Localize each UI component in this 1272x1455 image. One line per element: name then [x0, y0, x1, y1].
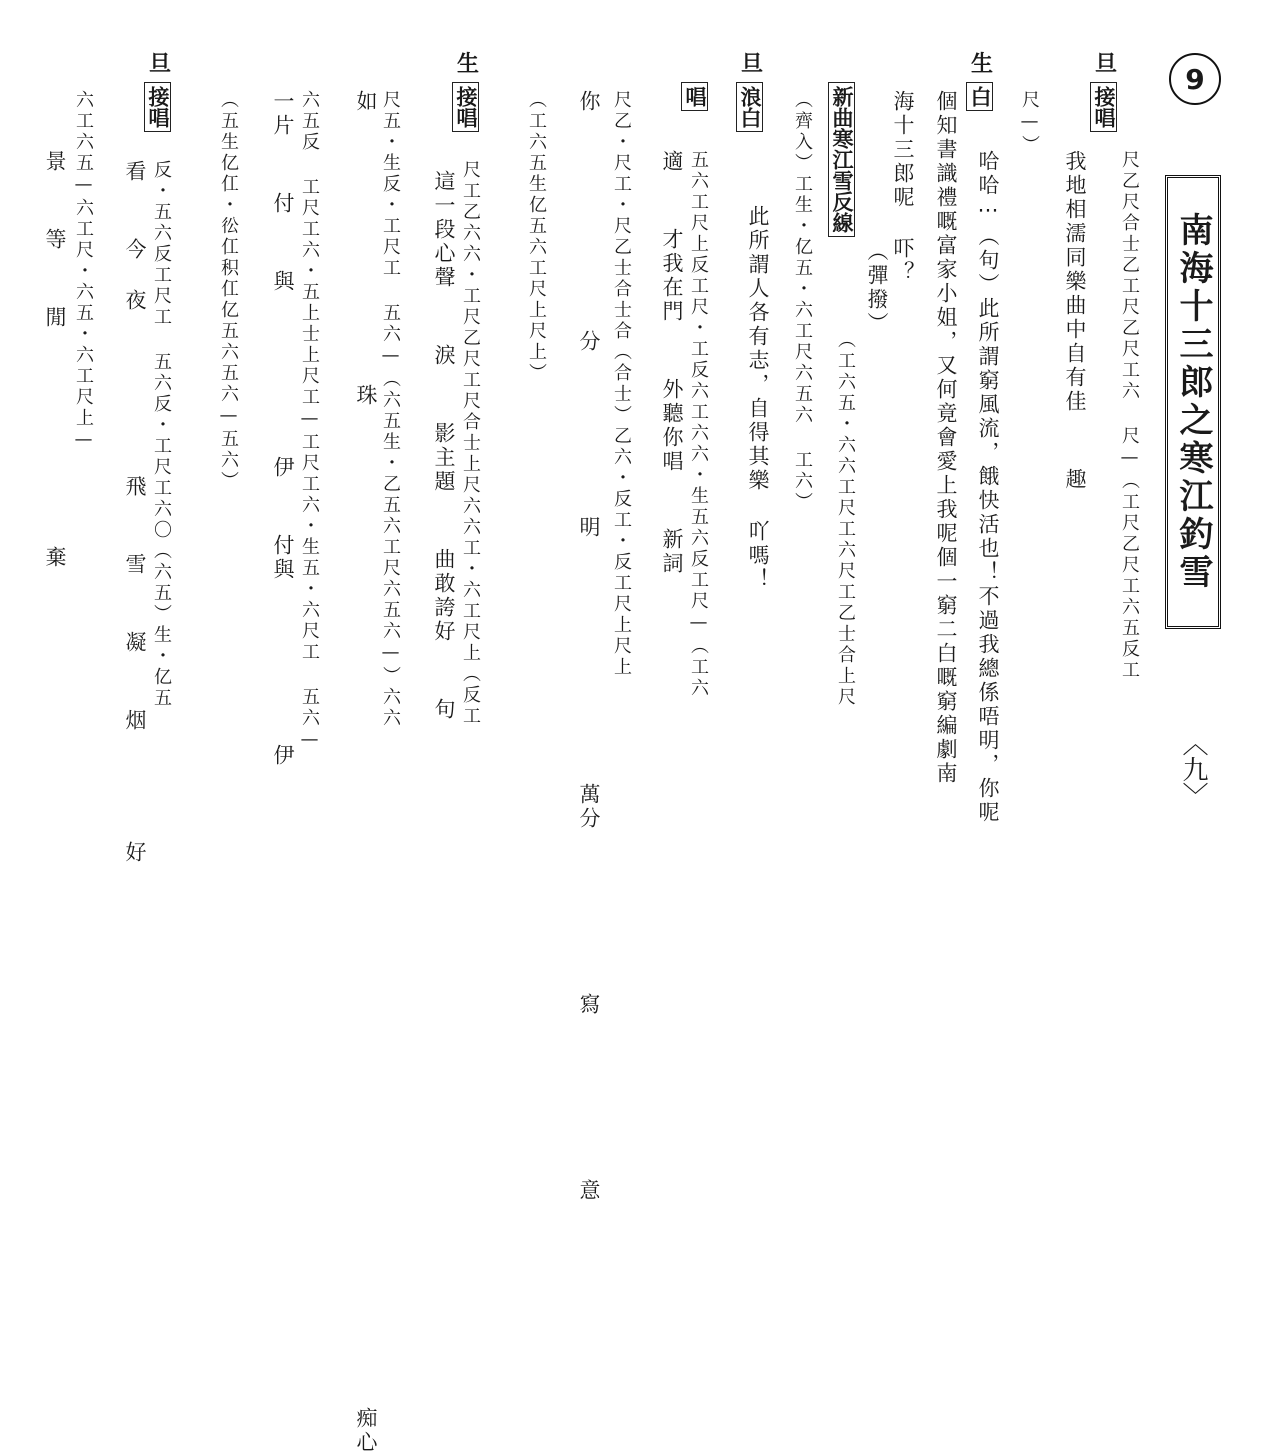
lyric-line-7: 看 今 夜 飛 雪 凝 烟 好: [123, 160, 147, 865]
notation-line-5: 五六工尺上反工尺・工反六工六六・生五六反工尺—（工六: [688, 150, 709, 699]
notation-line-11: （五生亿仜・彸仜积仜亿五六五六—五六）: [218, 90, 239, 492]
lyric-line-2: 適 才我在門 外聽你唱 新詞: [660, 150, 684, 576]
page-number-paren: ︿九﹀: [1178, 730, 1208, 808]
role-dan-1: 旦: [1095, 52, 1118, 77]
notation-line-4: （齊入）工生・亿五・六工尺六五六 工六）: [792, 90, 813, 513]
label-bai: 白: [966, 82, 993, 111]
title-box: [1165, 175, 1221, 629]
label-new-tune: 新曲寒江雪反線: [828, 82, 855, 237]
notation-line-2: 尺—）: [1019, 90, 1040, 156]
role-sheng-2: 生: [457, 52, 480, 77]
role-sheng-1: 生: [971, 52, 994, 77]
lyric-line-3: 你 分 明 萬分 寫 意: [577, 90, 601, 1203]
notation-line-10: 六五反 工尺工六・五上士上尺工—工尺工六・生五・六尺工 五六—: [299, 90, 320, 753]
lyric-line-1: 我地相濡同樂曲中自有佳 趣: [1063, 150, 1087, 492]
label-jie-chang-2: 接唱: [452, 82, 479, 132]
notation-line-9: 尺五・生反・工尺工 五六—（六五生・乙五六工尺六五六—）六六: [380, 90, 401, 729]
label-jie-chang-1: 接唱: [1090, 82, 1117, 132]
notation-line-1: 尺乙尺合士乙工尺乙尺工六 尺—（工尺乙尺工六五反工: [1119, 150, 1140, 681]
label-lang-bai: 浪白: [736, 82, 763, 132]
label-jie-chang-3: 接唱: [144, 82, 171, 132]
lyric-line-8: 景 等 閒 棄: [43, 150, 67, 570]
page-number: 9: [1169, 53, 1221, 105]
dialogue-line-4: 此所謂人各有志，自得其樂 吖嗎！: [746, 205, 770, 592]
role-dan-3: 旦: [149, 52, 172, 77]
notation-line-6: 尺乙・尺工・尺乙士合士合（合士）乙六・反工・反工尺上尺上: [611, 90, 632, 678]
lyric-line-4: 這一段心聲 淚 影主題 曲敢誇好 句: [432, 170, 456, 722]
stage-direction-tan-bo: （彈撥）: [865, 240, 889, 336]
dialogue-line-1: 哈哈⋯（句）此所謂窮風流，餓快活也！不過我總係唔明，你呢: [976, 150, 1000, 825]
notation-line-7: （工六五生亿五六工尺上尺上）: [526, 90, 547, 384]
notation-line-13: 六工六五—六工尺・六五・六工尺上—: [73, 90, 94, 453]
label-chang: 唱: [681, 82, 708, 111]
notation-line-3: （工六五・六六工尺工六尺工乙士合上尺: [835, 330, 856, 708]
dialogue-line-3: 海十三郎呢 吓？: [891, 90, 915, 285]
lyric-line-5: 如 珠 痴心: [354, 90, 378, 1455]
lyric-line-6: 一片 付 與 伊 付與 伊: [271, 90, 295, 768]
dialogue-line-2: 個知書識禮嘅富家小姐，又何竟會愛上我呢個一窮二白嘅窮編劇南: [934, 90, 958, 786]
notation-line-8: 尺工乙六六・工尺乙尺工尺合士上尺六六工・六工尺上（反工: [460, 160, 481, 727]
notation-line-12: 反・五六反工尺工 五六反・工尺工六〇（六五）生・亿五: [151, 160, 172, 709]
role-dan-2: 旦: [741, 52, 764, 77]
page-title: 南海十三郎之寒江釣雪: [1173, 212, 1213, 592]
